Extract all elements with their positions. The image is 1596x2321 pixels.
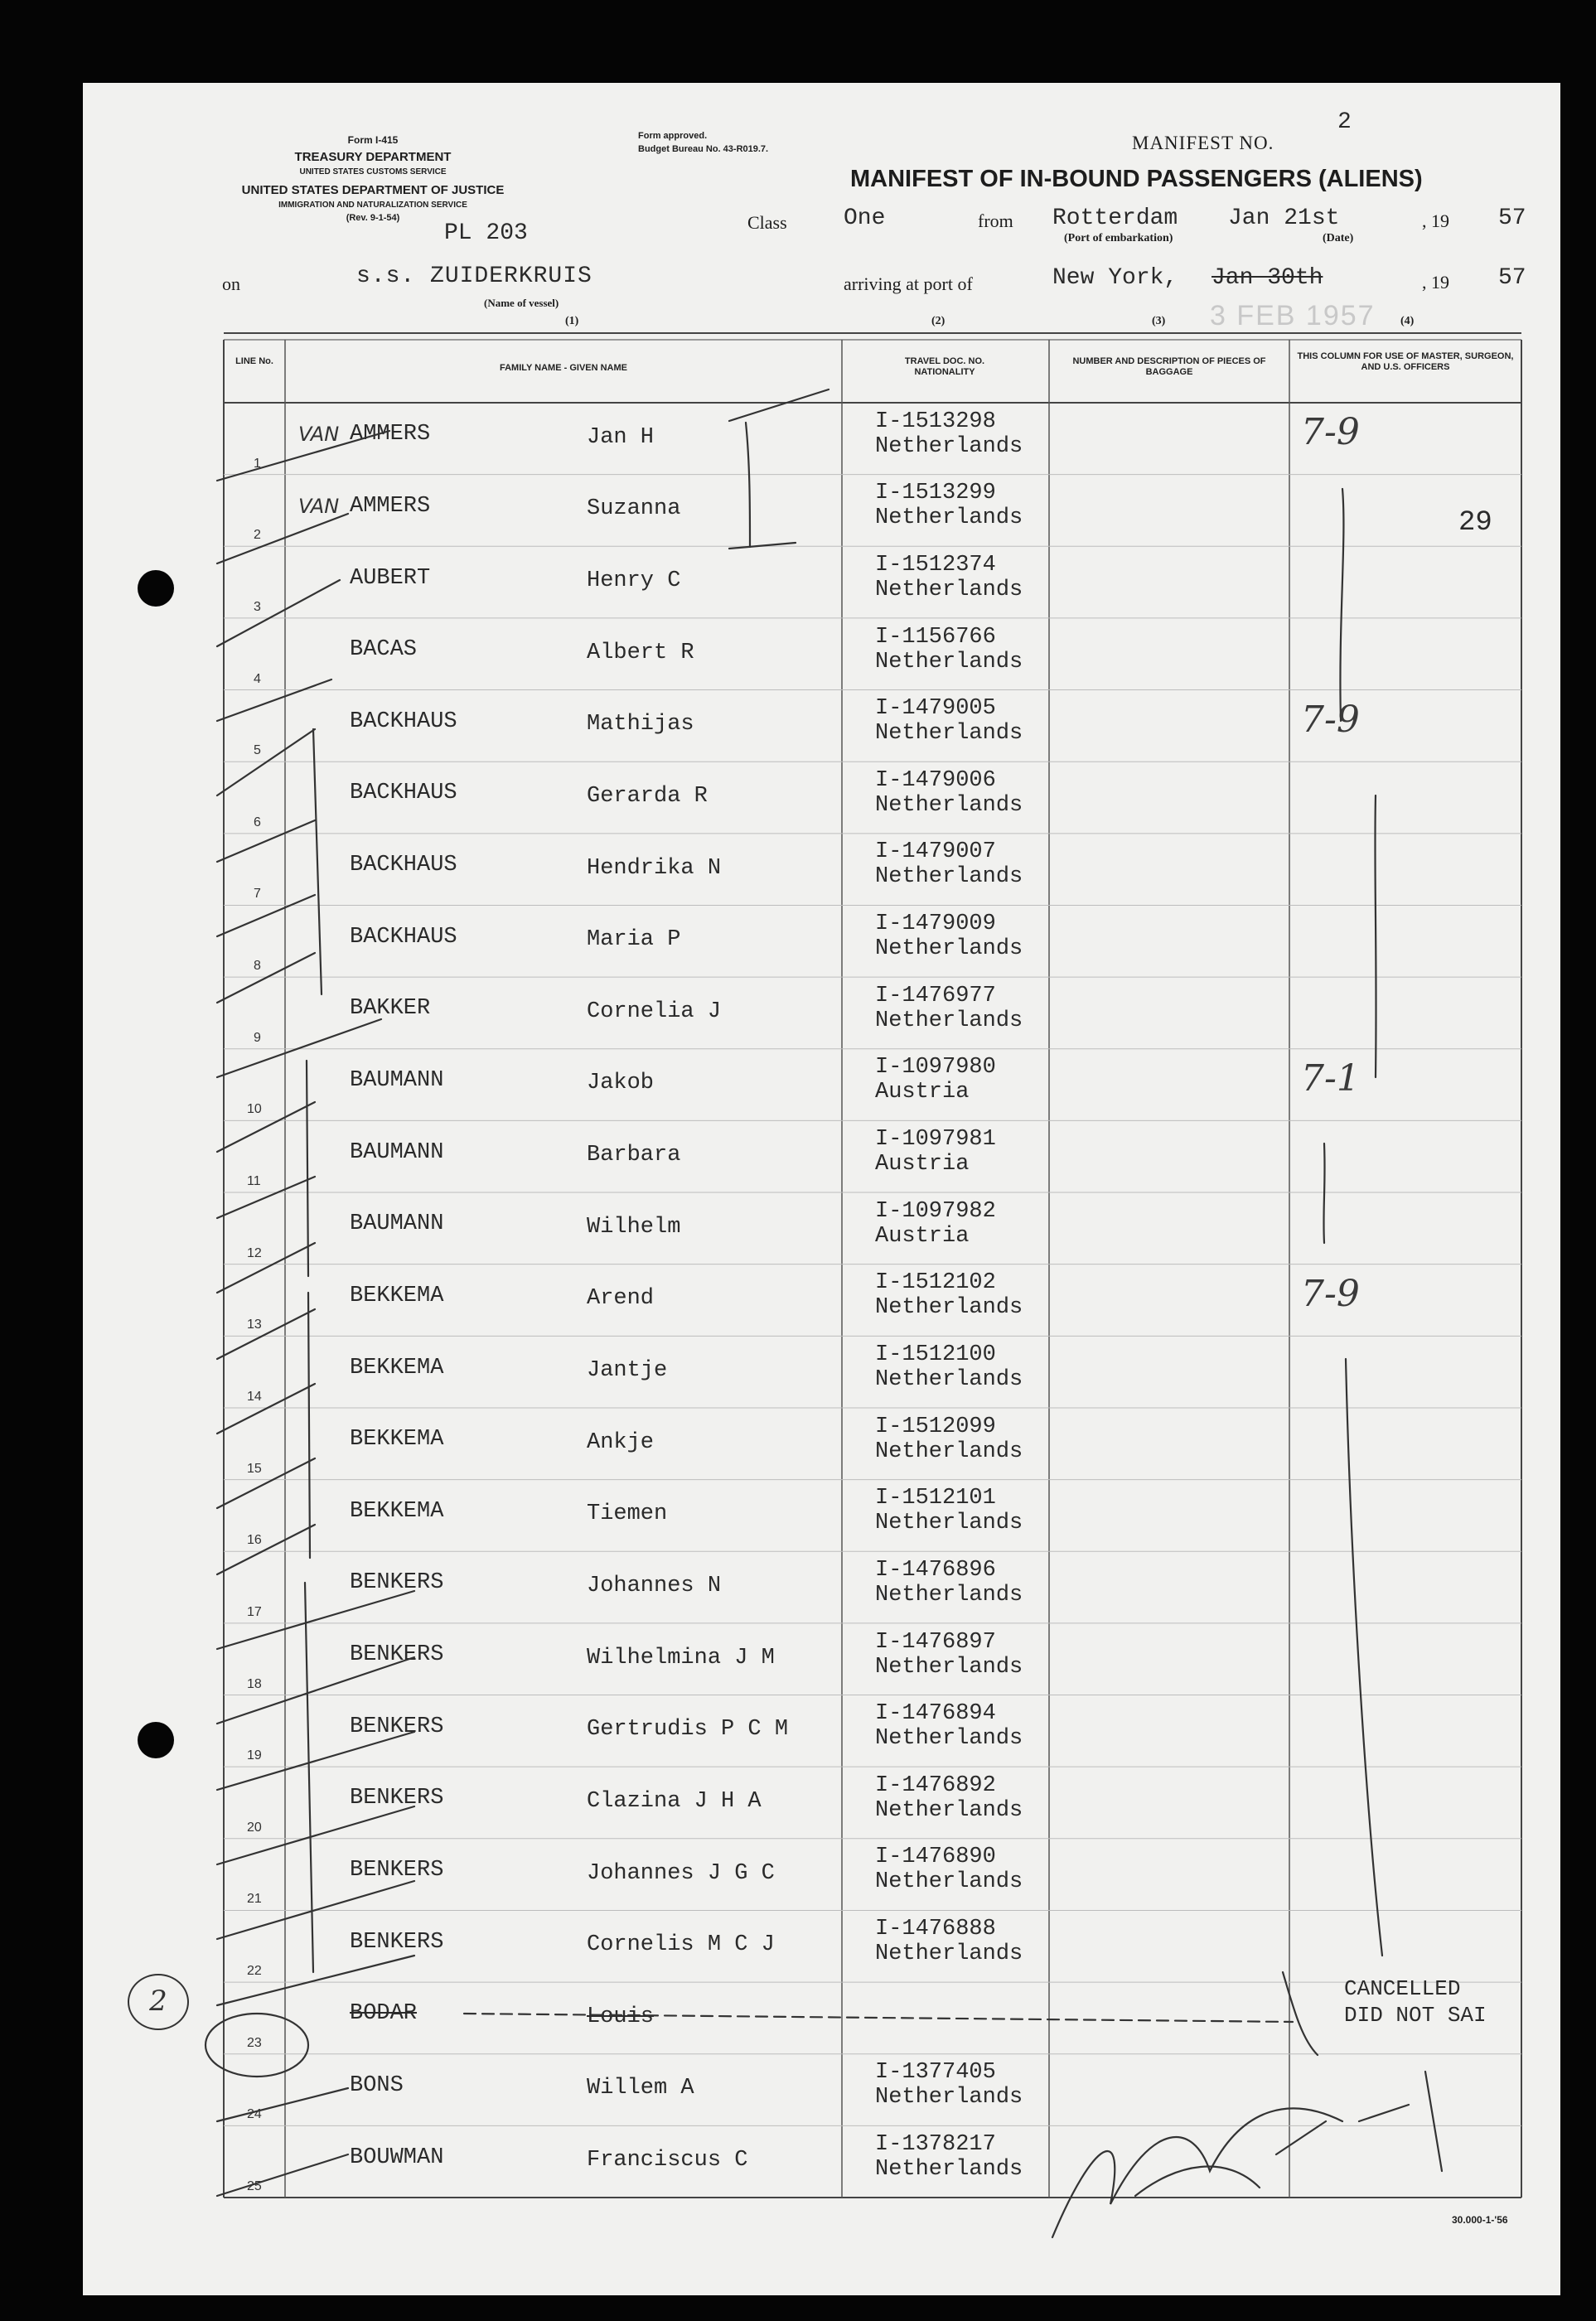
- line-number: 13: [247, 1318, 262, 1332]
- travel-doc-number: I-1479005: [875, 696, 996, 722]
- nationality: Netherlands: [875, 1726, 1023, 1752]
- agency-treasury: TREASURY DEPARTMENT: [294, 150, 452, 164]
- line-number: 8: [254, 959, 261, 974]
- family-name: BENKERS: [350, 1929, 444, 1955]
- table-row: [0, 546, 1596, 618]
- family-name: BENKERS: [350, 1570, 444, 1596]
- col-num-1: (1): [565, 315, 579, 327]
- family-name: BONS: [350, 2072, 404, 2098]
- given-name: Cornelia J: [587, 999, 722, 1024]
- travel-doc-number: I-1476897: [875, 1629, 996, 1655]
- given-name: Arend: [587, 1286, 655, 1312]
- family-name: BENKERS: [350, 1858, 444, 1883]
- year-value-1: 57: [1498, 206, 1526, 231]
- nationality: Netherlands: [875, 936, 1023, 962]
- given-name: Maria P: [587, 927, 681, 953]
- given-name: Suzanna: [587, 496, 681, 522]
- line-number: 17: [247, 1604, 262, 1619]
- cancelled-note-line2: DID NOT SAI: [1344, 2003, 1487, 2028]
- line-number: 15: [247, 1461, 262, 1476]
- given-name: Henry C: [587, 568, 681, 593]
- line-number: 12: [247, 1245, 262, 1260]
- nationality: Netherlands: [875, 1797, 1023, 1823]
- family-name: BOUWMAN: [350, 2145, 444, 2170]
- port-of-embarkation: Rotterdam: [1052, 206, 1178, 231]
- family-name: AMMERS: [350, 422, 431, 447]
- nationality: Netherlands: [875, 792, 1023, 818]
- line-number: 10: [247, 1102, 262, 1117]
- form-revision: (Rev. 9-1-54): [346, 213, 400, 223]
- year-value-2: 57: [1498, 265, 1526, 291]
- port-of-arrival: New York,: [1052, 265, 1178, 291]
- year-label-1: , 19: [1422, 210, 1449, 231]
- line-number: 19: [247, 1748, 262, 1763]
- nationality: Netherlands: [875, 433, 1023, 459]
- family-name: BODAR: [350, 2001, 418, 2027]
- form-approved: Form approved.: [638, 131, 708, 141]
- table-row: [0, 834, 1596, 906]
- vessel-caption: (Name of vessel): [484, 297, 559, 309]
- line-number: 6: [254, 815, 261, 829]
- table-row: [0, 1408, 1596, 1480]
- table-row: [0, 1336, 1596, 1408]
- table-row: [0, 1049, 1596, 1121]
- nationality: Netherlands: [875, 1582, 1023, 1608]
- nationality: Austria: [875, 1152, 970, 1177]
- year-label-2: , 19: [1422, 272, 1449, 293]
- family-name: BEKKEMA: [350, 1427, 444, 1453]
- nationality: Netherlands: [875, 505, 1023, 531]
- line-number: 9: [254, 1030, 261, 1045]
- family-name: BACKHAUS: [350, 924, 457, 950]
- family-name: BACKHAUS: [350, 853, 457, 878]
- given-name: Mathijas: [587, 712, 694, 737]
- officer-note: 7-9: [1301, 1273, 1360, 1316]
- line-number: 25: [247, 2178, 262, 2193]
- given-name: Johannes N: [587, 1573, 722, 1598]
- travel-doc-number: I-1512099: [875, 1414, 996, 1439]
- officer-note: 7-9: [1301, 411, 1360, 454]
- travel-doc-number: I-1476894: [875, 1701, 996, 1727]
- nationality: Netherlands: [875, 864, 1023, 890]
- nationality: Austria: [875, 1223, 970, 1249]
- table-row: [0, 618, 1596, 690]
- nationality: Netherlands: [875, 1941, 1023, 1967]
- travel-doc-number: I-1476896: [875, 1557, 996, 1583]
- given-name: Hendrika N: [587, 855, 722, 881]
- line-number: 18: [247, 1676, 262, 1691]
- nationality: Netherlands: [875, 2085, 1023, 2111]
- table-row: [0, 1839, 1596, 1911]
- nationality: Netherlands: [875, 1439, 1023, 1464]
- given-name: Barbara: [587, 1143, 681, 1168]
- table-row: [0, 690, 1596, 762]
- given-name: Cornelis M C J: [587, 1932, 775, 1958]
- table-row: [0, 1767, 1596, 1839]
- pl-code: PL 203: [444, 220, 528, 246]
- manifest-no-label: MANIFEST NO.: [1132, 133, 1274, 153]
- travel-doc-number: I-1378217: [875, 2132, 996, 2158]
- table-row: [0, 1551, 1596, 1623]
- table-row: [0, 1623, 1596, 1695]
- travel-doc-number: I-1476892: [875, 1772, 996, 1798]
- nationality: Netherlands: [875, 1869, 1023, 1895]
- nationality: Netherlands: [875, 1511, 1023, 1536]
- travel-doc-number: I-1512374: [875, 552, 996, 578]
- class-label: Class: [747, 212, 787, 233]
- travel-doc-number: I-1377405: [875, 2060, 996, 2086]
- family-name-prefix: VAN: [298, 494, 340, 518]
- officer-note: 7-9: [1301, 698, 1360, 741]
- family-name: AMMERS: [350, 493, 431, 519]
- travel-doc-number: I-1476888: [875, 1917, 996, 1942]
- line-number: 4: [254, 671, 261, 686]
- travel-doc-number: I-1476890: [875, 1845, 996, 1870]
- travel-doc-number: I-1479009: [875, 911, 996, 937]
- family-name-prefix: VAN: [298, 423, 340, 447]
- family-name: BACKHAUS: [350, 708, 457, 734]
- travel-doc-number: I-1156766: [875, 624, 996, 650]
- table-row: [0, 2125, 1596, 2198]
- family-name: BAUMANN: [350, 1068, 444, 1093]
- travel-doc-number: I-1479006: [875, 767, 996, 793]
- table-row: [0, 1695, 1596, 1767]
- travel-doc-number: I-1513298: [875, 409, 996, 434]
- nationality: Austria: [875, 1080, 970, 1105]
- table-row: [0, 905, 1596, 977]
- nationality: Netherlands: [875, 1008, 1023, 1033]
- line-number: 22: [247, 1964, 262, 1979]
- footer-code: 30.000-1-'56: [1452, 2214, 1508, 2226]
- given-name: Wilhelmina J M: [587, 1645, 775, 1671]
- table-row: [0, 475, 1596, 547]
- family-name: BEKKEMA: [350, 1355, 444, 1381]
- class-value: One: [844, 206, 886, 231]
- given-name: Jantje: [587, 1358, 668, 1384]
- family-name: BENKERS: [350, 1786, 444, 1811]
- table-row: [0, 977, 1596, 1049]
- line-number: 2: [254, 528, 261, 543]
- family-name: BEKKEMA: [350, 1283, 444, 1308]
- line-number: 5: [254, 743, 261, 758]
- travel-doc-number: I-1513299: [875, 481, 996, 506]
- travel-doc-number: I-1479007: [875, 839, 996, 865]
- side-note-29: 29: [1458, 507, 1492, 539]
- given-name: Willem A: [587, 2076, 694, 2101]
- line-number: 20: [247, 1820, 262, 1835]
- given-name: Ankje: [587, 1429, 655, 1455]
- cancelled-note-line1: CANCELLED: [1344, 1976, 1461, 2001]
- given-name: Gertrudis P C M: [587, 1717, 789, 1743]
- manifest-title: MANIFEST OF IN-BOUND PASSENGERS (ALIENS): [850, 166, 1423, 192]
- nationality: Netherlands: [875, 577, 1023, 602]
- vessel-name: s.s. ZUIDERKRUIS: [356, 264, 592, 289]
- line-number: 1: [254, 456, 261, 471]
- table-row: [0, 1264, 1596, 1337]
- family-name: BENKERS: [350, 1642, 444, 1668]
- embarkation-date: Jan 21st: [1228, 206, 1340, 231]
- given-name: Jakob: [587, 1071, 655, 1096]
- budget-bureau: Budget Bureau No. 43-R019.7.: [638, 144, 769, 154]
- col-header-name: FAMILY NAME - GIVEN NAME: [499, 363, 628, 373]
- given-name: Albert R: [587, 640, 694, 665]
- given-name: Jan H: [587, 424, 655, 450]
- given-name: Clazina J H A: [587, 1788, 762, 1814]
- line-number: 11: [247, 1174, 261, 1189]
- from-label: from: [978, 210, 1013, 231]
- family-name: BAUMANN: [350, 1139, 444, 1165]
- nationality: Netherlands: [875, 1654, 1023, 1680]
- line-number: 24: [247, 2107, 262, 2122]
- agency-customs: UNITED STATES CUSTOMS SERVICE: [299, 167, 447, 176]
- line-number: 21: [247, 1892, 262, 1907]
- travel-doc-number: I-1097982: [875, 1198, 996, 1224]
- line-number: 7: [254, 887, 261, 902]
- travel-doc-number: I-1512102: [875, 1270, 996, 1296]
- nationality: Netherlands: [875, 1366, 1023, 1392]
- given-name: Franciscus C: [587, 2148, 748, 2174]
- travel-doc-number: I-1097980: [875, 1055, 996, 1081]
- arrival-date-stamp: 3 FEB 1957: [1210, 300, 1376, 331]
- agency-justice: UNITED STATES DEPARTMENT OF JUSTICE: [241, 183, 505, 197]
- col-header-baggage: NUMBER AND DESCRIPTION OF PIECES OF BAGGAGE: [1072, 356, 1266, 377]
- travel-doc-number: I-1476977: [875, 983, 996, 1008]
- family-name: BAUMANN: [350, 1211, 444, 1237]
- officer-note: 7-1: [1301, 1057, 1360, 1100]
- manifest-no: 2: [1337, 109, 1352, 135]
- table-row: [0, 1120, 1596, 1192]
- date-caption: (Date): [1323, 232, 1354, 244]
- family-name: BACKHAUS: [350, 781, 457, 806]
- line-number: 16: [247, 1533, 262, 1548]
- nationality: Netherlands: [875, 721, 1023, 747]
- col-header-travel-doc: TRAVEL DOC. NO. NATIONALITY: [904, 356, 985, 377]
- arrival-date-struck: Jan 30th: [1212, 265, 1323, 291]
- travel-doc-number: I-1512101: [875, 1486, 996, 1511]
- form-number: Form I-415: [347, 134, 399, 146]
- table-row: [0, 1910, 1596, 1982]
- table-row: [0, 762, 1596, 834]
- arriving-label: arriving at port of: [844, 273, 973, 294]
- family-name: BAKKER: [350, 996, 431, 1022]
- nationality: Netherlands: [875, 1295, 1023, 1321]
- line-number: 3: [254, 599, 261, 614]
- col-header-officers: THIS COLUMN FOR USE OF MASTER, SURGEON, AND U.S. OFFICERS: [1297, 351, 1514, 372]
- col-header-line-no: LINE No.: [235, 356, 273, 366]
- nationality: Netherlands: [875, 2157, 1023, 2183]
- family-name: BENKERS: [350, 1714, 444, 1739]
- col-num-4: (4): [1400, 315, 1415, 327]
- agency-ins: IMMIGRATION AND NATURALIZATION SERVICE: [278, 201, 467, 210]
- table-row: [0, 2054, 1596, 2126]
- given-name: Gerarda R: [587, 783, 708, 809]
- family-name: BACAS: [350, 637, 418, 663]
- nationality: Netherlands: [875, 649, 1023, 675]
- table-row: [0, 1192, 1596, 1264]
- on-label: on: [222, 273, 240, 294]
- table-row: [0, 1480, 1596, 1552]
- family-name: BEKKEMA: [350, 1498, 444, 1524]
- travel-doc-number: I-1512100: [875, 1342, 996, 1367]
- given-name: Wilhelm: [587, 1214, 681, 1240]
- given-name: Johannes J G C: [587, 1860, 775, 1886]
- given-name: Tiemen: [587, 1501, 668, 1527]
- col-num-3: (3): [1152, 315, 1166, 327]
- family-name: AUBERT: [350, 565, 431, 591]
- line-number: 23: [247, 2035, 262, 2050]
- table-row: [0, 403, 1596, 475]
- port-embarkation-caption: (Port of embarkation): [1064, 232, 1173, 244]
- margin-circle-note: 2: [128, 1974, 189, 2030]
- col-num-2: (2): [931, 315, 946, 327]
- line-number: 14: [247, 1389, 262, 1404]
- given-name: Louis: [587, 2004, 655, 2029]
- travel-doc-number: I-1097981: [875, 1127, 996, 1153]
